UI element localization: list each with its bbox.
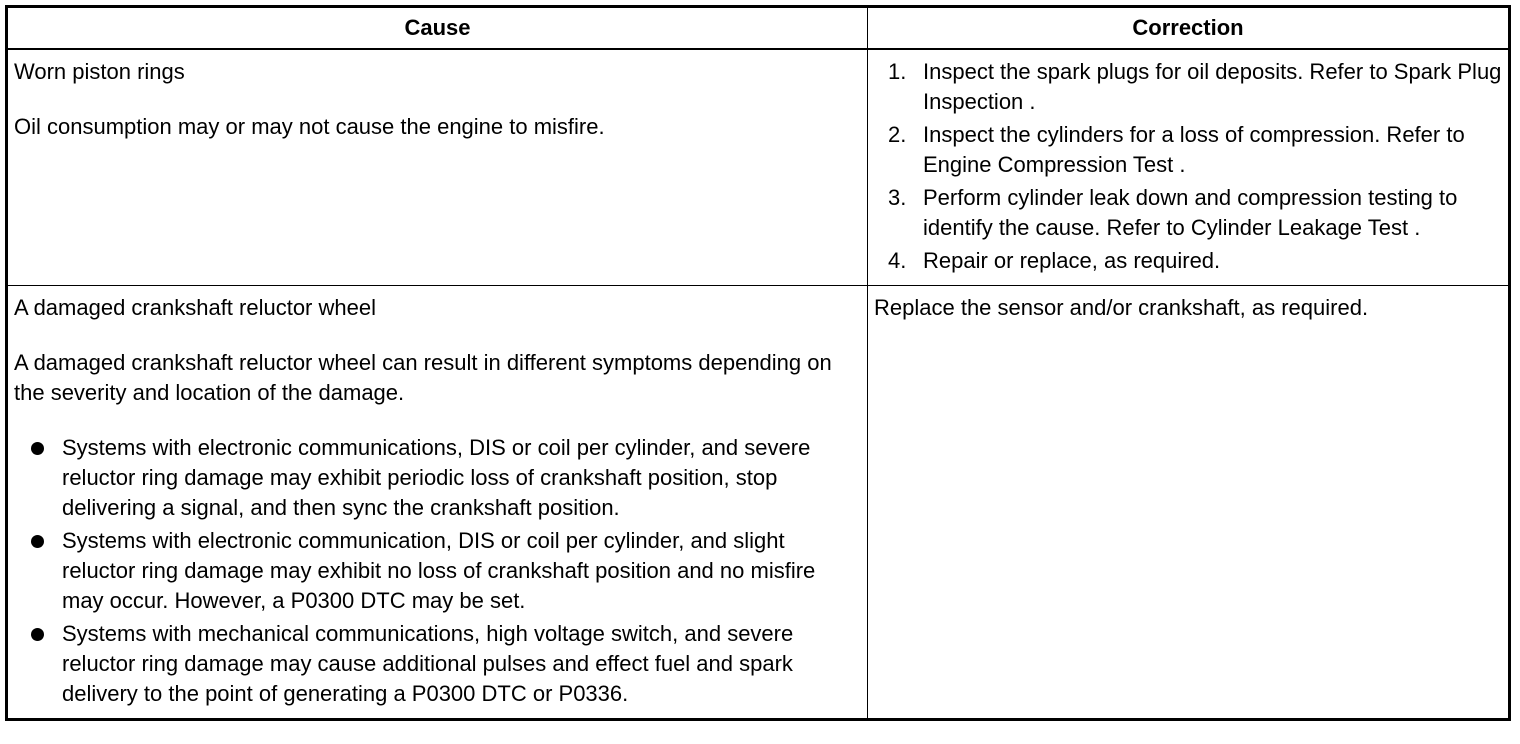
table-row: [7, 286, 1510, 720]
cause-description: A damaged crankshaft reluctor wheel can result in different symptoms depending on the severity and location of the damage.: [14, 350, 832, 405]
step-text: Perform cylinder leak down and compression testing to identify the cause. Refer to Cylinder Leakage Test .: [923, 185, 1458, 240]
cause-cell: [7, 286, 868, 720]
step-text: Repair or replace, as required.: [923, 248, 1221, 273]
step-number: 2.: [888, 122, 907, 147]
bullet-dot-icon: [31, 442, 44, 455]
step-number: 3.: [888, 185, 907, 210]
cause-cell: [7, 49, 868, 286]
table-row: [7, 49, 1510, 286]
cause-correction-table: [5, 5, 1511, 721]
bullet-dot-icon: [31, 535, 44, 548]
cause-header: Cause: [7, 7, 868, 50]
table-header-row: [7, 7, 1510, 50]
correction-cell: [868, 286, 1510, 720]
correction-step: [874, 57, 1502, 117]
step-number: 1.: [888, 59, 907, 84]
correction-step: [874, 120, 1502, 180]
cause-description: Oil consumption may or may not cause the engine to misfire.: [14, 114, 605, 139]
bullet-text: Systems with mechanical communications, high voltage switch, and severe reluctor ring damage may cause additional pulses and effect fuel and spark delivery to the point of generating a P0300 DTC or P0336.: [62, 621, 794, 706]
bullet-item: [14, 433, 861, 523]
correction-step: [874, 246, 1502, 276]
step-number: 4.: [888, 248, 907, 273]
bullet-item: [14, 619, 861, 709]
bullet-text: Systems with electronic communication, DIS or coil per cylinder, and slight reluctor ring damage may exhibit no loss of crankshaft position and no misfire may occur. However, a P0300 DTC may be set.: [62, 528, 816, 613]
symptom-bullet-list: [14, 433, 861, 709]
cause-title: A damaged crankshaft reluctor wheel: [14, 295, 376, 320]
correction-step: [874, 183, 1502, 243]
step-text: Inspect the cylinders for a loss of compression. Refer to Engine Compression Test .: [923, 122, 1465, 177]
bullet-dot-icon: [31, 628, 44, 641]
bullet-text: Systems with electronic communications, DIS or coil per cylinder, and severe reluctor ring damage may exhibit periodic loss of crankshaft position, stop delivering a signal, and then sync the crankshaft position.: [62, 435, 811, 520]
cause-title: Worn piston rings: [14, 59, 185, 84]
correction-text: Replace the sensor and/or crankshaft, as required.: [874, 295, 1369, 320]
correction-header: Correction: [868, 7, 1510, 50]
step-text: Inspect the spark plugs for oil deposits. Refer to Spark Plug Inspection .: [923, 59, 1502, 114]
correction-cell: [868, 49, 1510, 286]
bullet-item: [14, 526, 861, 616]
correction-steps-list: [874, 57, 1502, 276]
